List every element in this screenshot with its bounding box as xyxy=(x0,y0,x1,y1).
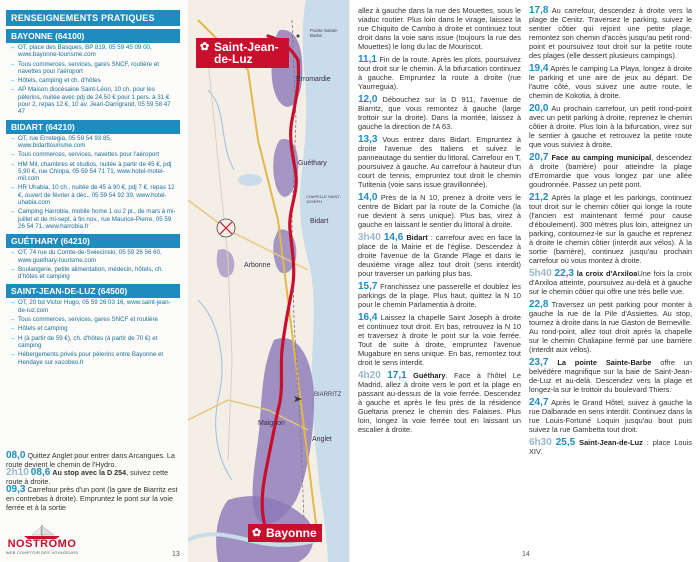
step-text: Une fois la croix d'Arxiloa atteinte, poursuivez au-delà et à gauche sur le chemin côtier qui offre une très belle vue. xyxy=(529,269,692,296)
nostromo-logo xyxy=(2,524,82,558)
page-number-left: 13 xyxy=(172,551,180,558)
step-time: 6h30 xyxy=(529,437,552,448)
right-page xyxy=(350,0,700,562)
step-text: Après le Grand Hôtel, suivez à gauche la rue Dalbarade en sens interdit. Continuez dans la rue Louis-Fortuné Loquin jusqu'au bout puis suivez la rue Gambetta tout droit. xyxy=(529,398,692,434)
map-label-pointe-sainte-barbe: Pointe Sainte-Barbe xyxy=(310,28,339,38)
step-text: Près de la N 10, prenez à droite vers le centre de Bidart par la route de la Corniche (la rue devient à sens unique). Plus bas, virez à gauche en laissant le sentier du littoral à droite. xyxy=(358,193,521,229)
step-km: 17,8 xyxy=(529,5,549,16)
info-item: → OT, rue Erretegia, 05 59 54 93 85, www.bidarttourisme.com xyxy=(6,134,180,151)
route-step xyxy=(529,104,692,149)
route-step xyxy=(6,469,178,486)
step-km: 08,6 xyxy=(30,467,51,479)
step-text: Au prochain carrefour, un petit rond-point avec un petit parking à droite, reprenez le chemin côtier à droite. Plus loin à la bifurcation, virez sur le sentier à gauche et retrouvez la petite route que vous suiviez à droite. xyxy=(529,104,692,149)
route-step xyxy=(529,6,692,60)
map-label-chapelle: CHAPELLE SAINT-JOSEPH xyxy=(306,194,341,204)
step-highlight: Face au camping municipal xyxy=(551,153,652,162)
right-column-1 xyxy=(358,6,521,438)
info-item: → Hôtels et camping xyxy=(6,324,180,333)
step-text: : place Louis XIV. xyxy=(529,438,692,456)
step-km: 16,4 xyxy=(358,312,378,323)
route-step xyxy=(529,398,692,434)
info-item: → OT, 74 rue du Comte-de-Swiecinski, 05 59 26 56 60, www.guethary-tourisme.com xyxy=(6,248,180,265)
info-section-heading: BAYONNE (64100) xyxy=(6,29,180,43)
step-km: 13,3 xyxy=(358,134,378,145)
map-label-guethary: Guéthary xyxy=(298,160,327,167)
town-name-bottom: Bayonne xyxy=(266,526,317,540)
info-item: → Tous commerces, services, gares SNCF, routière et navettes pour l'aéroport xyxy=(6,60,180,77)
step-text: : carrefour avec en face la place de la Mairie et de l'église. Descendez à droite l'avenue de la Grande Plage et dans le deuxième virage allez tout droit (sens interdit) pour traverser un parking plus bas. xyxy=(358,233,521,278)
info-item: → HR Uhabia, 10 ch., nuitée de 45 à 90 €, pdj 7 €, repas 12 €, ouvert de février à déc., 05 59 54 92 39, www.hotel-uhabia.com xyxy=(6,183,180,207)
route-step xyxy=(358,6,521,51)
step-text: Fin de la route. Après les plots, poursuivez tout droit sur le chemin. À la bifurcation continuez à gauche. Empruntez la route à droite (rue Yaurreguia). xyxy=(358,55,521,91)
step-km: 19,4 xyxy=(529,63,549,74)
info-item: → AP Maison diocésaine Saint-Léon, 10 ch. pour les pèlerins, nuitée avec pdj de 24,50 € pour 1 pers. à 31 € pour 2, repas 12 €, 10 av. Jean-Darrigrand, 05 59 58 47 47 xyxy=(6,85,180,116)
step-text: Débouchez sur la D 911, l'avenue de Biarritz, que vous remontez à gauche (large trottoir sur la droite). Dans la montée, laissez à gauche la direction de l'A 63. xyxy=(358,95,521,131)
step-time: 2h10 xyxy=(6,467,29,479)
town-flower-icon: ✿ xyxy=(200,41,210,53)
step-km: 20,7 xyxy=(529,152,549,163)
route-step xyxy=(358,193,521,229)
step-text: Franchissez une passerelle et doublez les parkings de la plage. Plus haut, quittez la N 10 pour le chemin Parlamentia à droite. xyxy=(358,282,521,309)
step-text: offre un belvédère magnifique sur la baie de Saint-Jean-de-Luz et au-delà. Descendez vers la plage et longez-la sur le trottoir du boulevard Thiers. xyxy=(529,358,692,394)
step-text: Après la plage et les parkings, continuez tout droit sur le chemin côtier qui longe la route (l'ancien est maintenant fermé pour cause d'éboulement). 300 mètres plus loin, atteignez un parking, contournez-le sur la gauche et reprenez à droite le chemin côtier (interdit aux vélos). À la sortie (barrière), continuez jusqu'au prochain carrefour où vous montez à droite. xyxy=(529,193,692,265)
info-item: → H (à partir de 59 €), ch. d'hôtes (à partir de 70 €) et camping xyxy=(6,334,180,351)
step-text: Au carrefour, descendez à droite vers la plage de Cenitz. Traversez le parking, suivez le sentier côtier qui rejoint une petite plage, remontez son chemin d'accès jusqu'au petit rond-point et poursuivez tout droit sur la petite route des plages (elle dessert plusieurs campings). xyxy=(529,6,692,60)
info-item: → OT, place des Basques, BP 819, 05 59 45 09 00, www.bayonne-tourisme.com xyxy=(6,43,180,60)
route-step xyxy=(358,233,521,278)
step-time: 4h20 xyxy=(358,370,381,381)
logo-tagline: WEB COMPTOIR DES VOYAGEURS xyxy=(5,550,79,555)
info-item: → Camping Harrobia, mobile home 1 ou 2 pl., de mars à mi-juillet et de mi-sept. à fin nov., rue Maurice-Pierre, 05 59 26 54 71, www.harrobia.fr xyxy=(6,207,180,231)
info-item: → HM Mil, chambres et studios, nuitée à partir de 45 €, pdj 5,90 €, rue Chiripa, 05 59 54 71 71, www.hotel-motel-mil.com xyxy=(6,160,180,184)
step-time: 3h40 xyxy=(358,232,381,243)
step-km: 23,7 xyxy=(529,357,549,368)
info-item: → Tous commerces, services, navettes pour l'aéroport xyxy=(6,150,180,159)
step-highlight: Au stop avec la D 254 xyxy=(52,468,127,478)
route-step xyxy=(358,135,521,189)
step-km: 21,2 xyxy=(529,192,549,203)
town-flower-icon: ✿ xyxy=(252,527,262,539)
step-km: 12,0 xyxy=(358,94,378,105)
map-label-biarritz: BIARRITZ xyxy=(314,392,342,398)
step-text: Laissez la chapelle Saint Joseph à droite et continuez tout droit. En bas, retrouvez la N 10 et traversez à droite le pont sur la voie ferrée. Tout de suite à droite, empruntez l'avenue Mugabure en sens unique. En bas, remontez tout droit le sens interdit. xyxy=(358,313,522,367)
route-step xyxy=(529,438,692,456)
step-highlight: La pointe Sainte-Barbe xyxy=(557,358,652,367)
route-step xyxy=(358,313,521,367)
left-route-steps xyxy=(6,452,178,512)
step-text: , descendez à droite (barrière) pour atteindre la plage d'Erromardie que vous longez par une allée goudronnée. Passez un petit pont. xyxy=(529,153,692,189)
route-step xyxy=(6,486,178,512)
step-km: 14,6 xyxy=(383,232,404,243)
route-step xyxy=(358,282,521,309)
town-name-top: Saint-Jean-de-Luz xyxy=(214,40,279,66)
route-map xyxy=(188,0,348,562)
step-highlight: Guéthary xyxy=(413,371,446,380)
info-panel xyxy=(6,10,180,367)
step-km: 09,3 xyxy=(6,484,26,496)
step-text: , suivez cette route à droite. xyxy=(6,468,169,486)
info-item: → Tous commerces, services, gares SNCF et routière xyxy=(6,315,180,324)
route-map-svg xyxy=(188,0,348,562)
step-km: 11,1 xyxy=(358,54,377,65)
step-highlight: la croix d'Arxiloa xyxy=(576,269,638,278)
route-step xyxy=(358,371,521,434)
route-step xyxy=(529,64,692,100)
route-step xyxy=(529,300,692,354)
step-km: 24,7 xyxy=(529,397,549,408)
step-text: Vous entrez dans Bidart. Empruntez à droite l'avenue des Italiens et suivez le panneautage du sentier du littoral. Carrefour en T, poursuivez à gauche. Au carrefour à hauteur d'un court de tennis, empruntez tout droit le chemin Tutitenia (voie sans issue gravillonnée). xyxy=(358,135,521,189)
step-highlight: Saint-Jean-de-Luz xyxy=(579,438,643,447)
map-label-erromardie: Erromardie xyxy=(296,76,331,83)
info-panel-title: RENSEIGNEMENTS PRATIQUES xyxy=(6,10,180,26)
step-km: 14,0 xyxy=(358,192,378,203)
step-highlight: Bidart xyxy=(406,233,428,242)
route-step xyxy=(529,358,692,394)
map-label-maignon: Maignon xyxy=(258,420,285,427)
info-item: → Hébergements privés pour pèlerins entre Bayonne et Hendaye sur xacobeo.fr xyxy=(6,350,180,367)
info-section-heading: GUÉTHARY (64210) xyxy=(6,234,180,248)
step-km: 22,3 xyxy=(554,268,574,279)
step-km: 22,8 xyxy=(529,299,549,310)
step-km: 20,0 xyxy=(529,103,549,114)
town-label-saint-jean-de-luz xyxy=(196,38,289,68)
route-step xyxy=(529,153,692,189)
town-label-bayonne xyxy=(248,524,322,542)
route-step xyxy=(529,193,692,265)
info-item: → Boulangerie, petite alimentation, médecin, hôtels, ch. d'hôtes et camping xyxy=(6,265,180,282)
step-text: . Face à l'hôtel Le Madrid, allez à droite vers le port et la plage en passant au-dessus de la voie ferrée. Descendez à gauche et après le feu près de la résidence Gueltaria prenez le chemin des Falaises. Plus loin, longez la voie ferrée tout en laissant un escalier à droite. xyxy=(358,371,522,434)
info-item: → Hôtels, camping et ch. d'hôtes xyxy=(6,76,180,85)
right-column-2 xyxy=(529,6,692,460)
map-label-bidart: Bidart xyxy=(310,218,329,225)
info-section-heading: BIDART (64210) xyxy=(6,120,180,134)
step-km: 17,1 xyxy=(387,370,407,381)
step-text: Quittez Anglet pour entrer dans Arcangues. La route devient le chemin de l'Hydro. xyxy=(6,451,175,469)
step-text: Carrefour près d'un pont (la gare de Biarritz est en contrebas à droite). Empruntez le pont sur la voie ferrée et à la sortie xyxy=(6,485,178,512)
step-km: 25,5 xyxy=(555,437,576,448)
route-step xyxy=(358,95,521,131)
step-km: 15,7 xyxy=(358,281,378,292)
map-label-anglet: Anglet xyxy=(312,436,332,443)
info-item: → OT, 20 bd Victor Hugo, 05 59 26 03 16, www.saint-jean-de-luz.com xyxy=(6,298,180,315)
route-step xyxy=(529,269,692,296)
page-number-right: 14 xyxy=(522,551,530,558)
info-section-heading: SAINT-JEAN-DE-LUZ (64500) xyxy=(6,284,180,298)
step-km: 08,0 xyxy=(6,450,26,461)
step-time: 5h40 xyxy=(529,268,552,279)
step-text: Après le camping La Playa, longez à droite le parking et une aire de jeux au départ. De l'autre côté, vous suivez une autre route, le chemin de Kokotia, à droite. xyxy=(529,64,692,100)
route-step xyxy=(358,55,521,91)
step-text: Traversez un petit parking pour monter à gauche la rue de la Pile d'Assiettes. Au stop, tournez à droite dans la rue Gaston de Berneville. Au rond-point, allez tout droit après la chapelle sur le chemin Chaliapine fermé par une barrière (interdit aux vélos). xyxy=(529,300,693,354)
info-sections xyxy=(6,29,180,367)
logo-name: NOSTROMO xyxy=(7,538,77,550)
step-text: allez à gauche dans la rue des Mouettes, sous le viaduc routier. Plus loin dans le virage, laissez la rue Chiquito de Cambo à droite et continuez tout droit dans la voie sans issue (toujours la rue des Mouettes) le long du lac de Mouriscot. xyxy=(358,6,521,51)
map-label-arbonne: Arbonne xyxy=(244,262,271,269)
